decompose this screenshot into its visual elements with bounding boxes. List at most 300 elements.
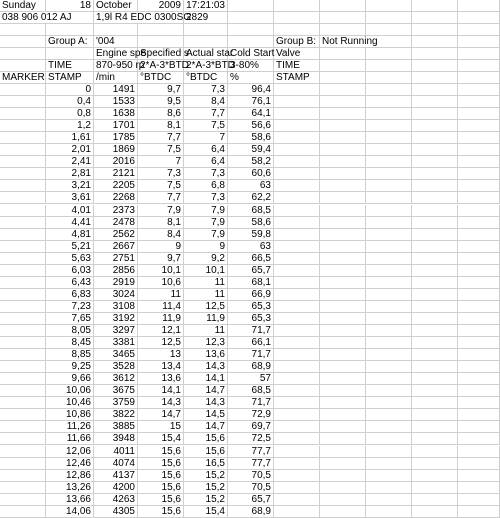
empty-cell[interactable] — [320, 482, 366, 494]
empty-cell[interactable] — [228, 12, 274, 24]
time-stamp-cell[interactable]: 13,66 — [46, 494, 94, 506]
cold-start-cell[interactable]: 71,7 — [228, 349, 274, 361]
empty-cell[interactable] — [412, 421, 458, 433]
empty-cell[interactable] — [458, 72, 500, 84]
empty-cell[interactable] — [274, 506, 320, 518]
cold-start-cell[interactable]: 59,8 — [228, 229, 274, 241]
time-stamp-cell[interactable]: 0 — [46, 84, 94, 96]
empty-cell[interactable] — [0, 24, 46, 36]
group-b-value[interactable]: Not Running — [322, 36, 378, 47]
time-stamp-cell[interactable]: 3,61 — [46, 192, 94, 204]
time-stamp-cell[interactable]: 9,66 — [46, 373, 94, 385]
cold-start-cell[interactable]: 58,6 — [228, 132, 274, 144]
empty-cell[interactable] — [458, 373, 500, 385]
specified-start-cell[interactable]: 9,7 — [138, 84, 184, 96]
empty-cell[interactable] — [366, 337, 412, 349]
specified-start-cell[interactable]: 8,6 — [138, 108, 184, 120]
cold-start-cell[interactable]: 60,6 — [228, 168, 274, 180]
empty-cell[interactable] — [320, 446, 366, 458]
engine-speed-cell[interactable]: 2121 — [94, 168, 138, 180]
marker-cell[interactable] — [0, 482, 46, 494]
empty-cell[interactable] — [366, 168, 412, 180]
engine-speed-cell[interactable]: 2667 — [94, 241, 138, 253]
empty-cell[interactable] — [458, 446, 500, 458]
marker-cell[interactable] — [0, 120, 46, 132]
specified-start-cell[interactable]: 15,6 — [138, 482, 184, 494]
cold-start-cell[interactable]: 57 — [228, 373, 274, 385]
specified-start-cell[interactable]: 15,6 — [138, 458, 184, 470]
empty-cell[interactable] — [366, 458, 412, 470]
empty-cell[interactable] — [320, 289, 366, 301]
marker-cell[interactable] — [0, 205, 46, 217]
empty-cell[interactable] — [458, 96, 500, 108]
empty-cell[interactable] — [274, 205, 320, 217]
engine-speed-cell[interactable]: 1785 — [94, 132, 138, 144]
empty-cell[interactable] — [320, 361, 366, 373]
empty-cell[interactable] — [412, 373, 458, 385]
engine-speed-cell[interactable]: 4137 — [94, 470, 138, 482]
specified-start-cell[interactable]: 9 — [138, 241, 184, 253]
cold-start-cell[interactable]: 76,1 — [228, 96, 274, 108]
engine-desc-cell[interactable]: 1,9l R4 EDC 0300SG — [96, 12, 192, 23]
actual-start-cell[interactable]: 9,2 — [184, 253, 228, 265]
actual-start-cell[interactable]: 15,2 — [184, 494, 228, 506]
empty-cell[interactable] — [320, 373, 366, 385]
time-stamp-cell[interactable]: 5,21 — [46, 241, 94, 253]
actual-start-cell[interactable]: 15,6 — [184, 446, 228, 458]
engine-speed-cell[interactable]: 2205 — [94, 180, 138, 192]
empty-cell[interactable] — [412, 144, 458, 156]
marker-cell[interactable] — [0, 325, 46, 337]
time-stamp-cell[interactable]: 10,06 — [46, 385, 94, 397]
marker-cell[interactable] — [0, 337, 46, 349]
empty-cell[interactable] — [274, 361, 320, 373]
day-cell[interactable]: Sunday — [0, 0, 46, 12]
empty-cell[interactable] — [274, 217, 320, 229]
empty-cell[interactable] — [320, 60, 366, 72]
empty-cell[interactable] — [184, 24, 228, 36]
empty-cell[interactable] — [228, 0, 274, 12]
cold-start-cell[interactable]: 58,2 — [228, 156, 274, 168]
empty-cell[interactable] — [412, 0, 458, 12]
empty-cell[interactable] — [366, 301, 412, 313]
empty-cell[interactable] — [138, 12, 184, 24]
month-cell[interactable]: October — [94, 0, 138, 12]
empty-cell[interactable] — [412, 265, 458, 277]
cold-start-cell[interactable]: 77,7 — [228, 458, 274, 470]
empty-cell[interactable] — [320, 192, 366, 204]
empty-cell[interactable] — [458, 241, 500, 253]
cold-start-cell[interactable]: 71,7 — [228, 397, 274, 409]
empty-cell[interactable] — [412, 84, 458, 96]
specified-start-cell[interactable]: 15,6 — [138, 506, 184, 518]
engine-speed-cell[interactable]: 3381 — [94, 337, 138, 349]
time-stamp-cell[interactable]: 10,86 — [46, 409, 94, 421]
specified-start-cell[interactable]: 14,7 — [138, 409, 184, 421]
empty-cell[interactable] — [46, 12, 94, 24]
empty-cell[interactable] — [412, 433, 458, 445]
empty-cell[interactable] — [320, 48, 366, 60]
empty-cell[interactable] — [412, 120, 458, 132]
marker-cell[interactable] — [0, 132, 46, 144]
engine-speed-cell[interactable]: 2016 — [94, 156, 138, 168]
group-b-stamp-label[interactable]: STAMP — [274, 72, 320, 84]
empty-cell[interactable] — [366, 446, 412, 458]
empty-cell[interactable] — [412, 409, 458, 421]
empty-cell[interactable] — [366, 229, 412, 241]
engine-speed-cell[interactable]: 3822 — [94, 409, 138, 421]
marker-cell[interactable] — [0, 156, 46, 168]
marker-cell[interactable] — [0, 313, 46, 325]
marker-cell[interactable] — [0, 265, 46, 277]
empty-cell[interactable] — [458, 482, 500, 494]
empty-cell[interactable] — [320, 217, 366, 229]
empty-cell[interactable] — [366, 506, 412, 518]
specified-unit[interactable]: °BTDC — [138, 72, 184, 84]
marker-cell[interactable] — [0, 433, 46, 445]
time-stamp-cell[interactable]: 7,23 — [46, 301, 94, 313]
part-number-cell[interactable]: 038 906 012 AJ — [2, 12, 72, 23]
engine-speed-cell[interactable]: 3192 — [94, 313, 138, 325]
specified-start-cell[interactable]: 7,9 — [138, 205, 184, 217]
actual-start-cell[interactable]: 12,3 — [184, 337, 228, 349]
cold-start-cell[interactable]: 77,7 — [228, 446, 274, 458]
empty-cell[interactable] — [458, 192, 500, 204]
empty-cell[interactable] — [458, 168, 500, 180]
empty-cell[interactable] — [274, 144, 320, 156]
actual-start-cell[interactable]: 7,9 — [184, 205, 228, 217]
empty-cell[interactable] — [412, 72, 458, 84]
cold-start-cell[interactable]: 70,5 — [228, 482, 274, 494]
specified-start-cell[interactable]: 12,5 — [138, 337, 184, 349]
engine-speed-cell[interactable]: 3612 — [94, 373, 138, 385]
empty-cell[interactable] — [458, 301, 500, 313]
time-stamp-cell[interactable]: 13,26 — [46, 482, 94, 494]
cold-start-cell[interactable]: 66,5 — [228, 253, 274, 265]
empty-cell[interactable] — [458, 180, 500, 192]
empty-cell[interactable] — [366, 12, 412, 24]
empty-cell[interactable] — [366, 144, 412, 156]
cold-start-cell[interactable]: 56,6 — [228, 120, 274, 132]
specified-start-cell[interactable]: 11 — [138, 289, 184, 301]
empty-cell[interactable] — [366, 470, 412, 482]
empty-cell[interactable] — [366, 253, 412, 265]
empty-cell[interactable] — [412, 168, 458, 180]
actual-start-cell[interactable]: 11 — [184, 289, 228, 301]
date-num-cell[interactable]: 18 — [46, 0, 94, 12]
empty-cell[interactable] — [458, 470, 500, 482]
empty-cell[interactable] — [458, 337, 500, 349]
empty-cell[interactable] — [320, 385, 366, 397]
empty-cell[interactable] — [0, 48, 46, 60]
empty-cell[interactable] — [274, 433, 320, 445]
actual-start-cell[interactable]: 14,3 — [184, 361, 228, 373]
engine-speed-cell[interactable]: 2478 — [94, 217, 138, 229]
specified-start-cell[interactable]: 7 — [138, 156, 184, 168]
specified-start-cell[interactable]: 10,1 — [138, 265, 184, 277]
empty-cell[interactable] — [412, 337, 458, 349]
actual-start-cell[interactable]: 7,7 — [184, 108, 228, 120]
empty-cell[interactable] — [274, 385, 320, 397]
specified-start-cell[interactable]: 15 — [138, 421, 184, 433]
time-stamp-cell[interactable]: 6,83 — [46, 289, 94, 301]
empty-cell[interactable] — [320, 458, 366, 470]
empty-cell[interactable] — [274, 241, 320, 253]
empty-cell[interactable] — [320, 72, 366, 84]
year-cell[interactable]: 2009 — [138, 0, 184, 12]
time-stamp-cell[interactable]: 2,41 — [46, 156, 94, 168]
empty-cell[interactable] — [412, 277, 458, 289]
empty-cell[interactable] — [366, 36, 412, 48]
cold-start-cell[interactable]: 96,4 — [228, 84, 274, 96]
empty-cell[interactable] — [458, 144, 500, 156]
empty-cell[interactable] — [412, 349, 458, 361]
empty-cell[interactable] — [274, 84, 320, 96]
empty-cell[interactable] — [46, 48, 94, 60]
marker-cell[interactable] — [0, 144, 46, 156]
empty-cell[interactable] — [320, 120, 366, 132]
empty-cell[interactable] — [274, 156, 320, 168]
engine-speed-cell[interactable]: 3759 — [94, 397, 138, 409]
empty-cell[interactable] — [412, 132, 458, 144]
empty-cell[interactable] — [320, 277, 366, 289]
empty-cell[interactable] — [274, 409, 320, 421]
time-stamp-cell[interactable]: 9,25 — [46, 361, 94, 373]
specified-start-cell[interactable]: 11,4 — [138, 301, 184, 313]
actual-start-cell[interactable]: 11 — [184, 325, 228, 337]
empty-cell[interactable] — [458, 0, 500, 12]
marker-cell[interactable] — [0, 289, 46, 301]
time-stamp-cell[interactable]: 8,85 — [46, 349, 94, 361]
time-stamp-cell[interactable]: 12,06 — [46, 446, 94, 458]
actual-start-cell[interactable]: 11,9 — [184, 313, 228, 325]
specified-start-header[interactable]: Specified s — [140, 48, 189, 59]
empty-cell[interactable] — [320, 24, 366, 36]
speed-spec[interactable]: 870-950 rp — [96, 60, 145, 71]
specified-start-cell[interactable]: 8,1 — [138, 217, 184, 229]
empty-cell[interactable] — [458, 385, 500, 397]
empty-cell[interactable] — [412, 313, 458, 325]
empty-cell[interactable] — [46, 24, 94, 36]
empty-cell[interactable] — [366, 0, 412, 12]
empty-cell[interactable] — [274, 229, 320, 241]
engine-speed-cell[interactable]: 3465 — [94, 349, 138, 361]
empty-cell[interactable] — [412, 36, 458, 48]
marker-cell[interactable] — [0, 421, 46, 433]
empty-cell[interactable] — [412, 506, 458, 518]
empty-cell[interactable] — [320, 349, 366, 361]
engine-speed-cell[interactable]: 4263 — [94, 494, 138, 506]
specified-start-cell[interactable]: 7,5 — [138, 144, 184, 156]
time-stamp-cell[interactable]: 1,2 — [46, 120, 94, 132]
empty-cell[interactable] — [458, 156, 500, 168]
engine-speed-cell[interactable]: 4074 — [94, 458, 138, 470]
empty-cell[interactable] — [320, 470, 366, 482]
marker-cell[interactable] — [0, 192, 46, 204]
engine-speed-cell[interactable]: 4200 — [94, 482, 138, 494]
specified-start-cell[interactable]: 13,6 — [138, 373, 184, 385]
engine-speed-cell[interactable]: 3948 — [94, 433, 138, 445]
actual-start-cell[interactable]: 15,6 — [184, 433, 228, 445]
empty-cell[interactable] — [320, 397, 366, 409]
actual-start-cell[interactable]: 7,3 — [184, 192, 228, 204]
empty-cell[interactable] — [320, 144, 366, 156]
specified-start-cell[interactable]: 7,7 — [138, 192, 184, 204]
empty-cell[interactable] — [320, 168, 366, 180]
actual-start-cell[interactable]: 12,5 — [184, 301, 228, 313]
time-stamp-cell[interactable]: 10,46 — [46, 397, 94, 409]
empty-cell[interactable] — [366, 361, 412, 373]
empty-cell[interactable] — [458, 253, 500, 265]
empty-cell[interactable] — [458, 289, 500, 301]
empty-cell[interactable] — [274, 337, 320, 349]
cold-start-cell[interactable]: 68,9 — [228, 361, 274, 373]
engine-speed-cell[interactable]: 3885 — [94, 421, 138, 433]
specified-start-cell[interactable]: 13 — [138, 349, 184, 361]
empty-cell[interactable] — [366, 24, 412, 36]
empty-cell[interactable] — [458, 48, 500, 60]
empty-cell[interactable] — [458, 494, 500, 506]
empty-cell[interactable] — [274, 277, 320, 289]
empty-cell[interactable] — [366, 108, 412, 120]
empty-cell[interactable] — [366, 48, 412, 60]
cold-start-cell[interactable]: 65,3 — [228, 313, 274, 325]
empty-cell[interactable] — [320, 84, 366, 96]
marker-cell[interactable] — [0, 277, 46, 289]
marker-cell[interactable] — [0, 397, 46, 409]
marker-cell[interactable] — [0, 373, 46, 385]
engine-speed-cell[interactable]: 3108 — [94, 301, 138, 313]
actual-start-cell[interactable]: 11 — [184, 277, 228, 289]
empty-cell[interactable] — [412, 289, 458, 301]
actual-start-cell[interactable]: 9 — [184, 241, 228, 253]
engine-speed-cell[interactable]: 2919 — [94, 277, 138, 289]
empty-cell[interactable] — [458, 108, 500, 120]
time-stamp-cell[interactable]: 4,01 — [46, 205, 94, 217]
time-label[interactable]: TIME — [46, 60, 94, 72]
empty-cell[interactable] — [412, 12, 458, 24]
empty-cell[interactable] — [412, 108, 458, 120]
empty-cell[interactable] — [274, 470, 320, 482]
empty-cell[interactable] — [412, 385, 458, 397]
empty-cell[interactable] — [274, 397, 320, 409]
engine-speed-cell[interactable]: 2373 — [94, 205, 138, 217]
specified-start-cell[interactable]: 10,6 — [138, 277, 184, 289]
actual-start-cell[interactable]: 7,9 — [184, 217, 228, 229]
empty-cell[interactable] — [412, 60, 458, 72]
time-stamp-cell[interactable]: 6,43 — [46, 277, 94, 289]
engine-speed-cell[interactable]: 1638 — [94, 108, 138, 120]
cold-start-cell[interactable]: 68,5 — [228, 205, 274, 217]
empty-cell[interactable] — [412, 325, 458, 337]
empty-cell[interactable] — [412, 192, 458, 204]
marker-cell[interactable] — [0, 84, 46, 96]
engine-speed-cell[interactable]: 3297 — [94, 325, 138, 337]
empty-cell[interactable] — [412, 446, 458, 458]
time-stamp-cell[interactable]: 0,4 — [46, 96, 94, 108]
empty-cell[interactable] — [366, 132, 412, 144]
empty-cell[interactable] — [138, 36, 184, 48]
empty-cell[interactable] — [274, 132, 320, 144]
cold-start-cell[interactable]: 70,5 — [228, 470, 274, 482]
marker-label[interactable]: MARKER — [2, 72, 45, 83]
cold-spec[interactable]: 3-80% — [228, 60, 274, 72]
empty-cell[interactable] — [320, 156, 366, 168]
cold-start-cell[interactable]: 66,9 — [228, 289, 274, 301]
empty-cell[interactable] — [320, 506, 366, 518]
engine-speed-cell[interactable]: 4011 — [94, 446, 138, 458]
group-a-code[interactable]: '004 — [94, 36, 138, 48]
time-stamp-cell[interactable]: 2,01 — [46, 144, 94, 156]
actual-start-cell[interactable]: 15,2 — [184, 470, 228, 482]
empty-cell[interactable] — [274, 289, 320, 301]
empty-cell[interactable] — [366, 433, 412, 445]
marker-cell[interactable] — [0, 458, 46, 470]
time-stamp-cell[interactable]: 14,06 — [46, 506, 94, 518]
empty-cell[interactable] — [320, 96, 366, 108]
empty-cell[interactable] — [412, 470, 458, 482]
marker-cell[interactable] — [0, 180, 46, 192]
group-a-label[interactable]: Group A: — [46, 36, 94, 48]
empty-cell[interactable] — [138, 24, 184, 36]
empty-cell[interactable] — [366, 494, 412, 506]
actual-start-cell[interactable]: 6,4 — [184, 144, 228, 156]
engine-speed-cell[interactable]: 2562 — [94, 229, 138, 241]
specified-start-cell[interactable]: 12,1 — [138, 325, 184, 337]
empty-cell[interactable] — [458, 24, 500, 36]
time-cell[interactable]: 17:21:03 — [184, 0, 228, 12]
cold-start-cell[interactable]: 62,2 — [228, 192, 274, 204]
actual-start-cell[interactable]: 15,4 — [184, 506, 228, 518]
actual-start-cell[interactable]: 6,8 — [184, 180, 228, 192]
time-stamp-cell[interactable]: 7,65 — [46, 313, 94, 325]
time-stamp-cell[interactable]: 0,8 — [46, 108, 94, 120]
actual-start-cell[interactable]: 14,5 — [184, 409, 228, 421]
empty-cell[interactable] — [412, 205, 458, 217]
empty-cell[interactable] — [458, 277, 500, 289]
stamp-label[interactable]: STAMP — [46, 72, 94, 84]
empty-cell[interactable] — [320, 241, 366, 253]
empty-cell[interactable] — [274, 494, 320, 506]
empty-cell[interactable] — [412, 180, 458, 192]
marker-cell[interactable] — [0, 253, 46, 265]
marker-cell[interactable] — [0, 470, 46, 482]
cold-start-cell[interactable]: 64,1 — [228, 108, 274, 120]
empty-cell[interactable] — [274, 349, 320, 361]
actual-start-cell[interactable]: 7,3 — [184, 84, 228, 96]
empty-cell[interactable] — [274, 120, 320, 132]
specified-start-cell[interactable]: 8,4 — [138, 229, 184, 241]
specified-start-cell[interactable]: 14,3 — [138, 397, 184, 409]
empty-cell[interactable] — [412, 458, 458, 470]
empty-cell[interactable] — [458, 397, 500, 409]
empty-cell[interactable] — [274, 421, 320, 433]
empty-cell[interactable] — [458, 12, 500, 24]
empty-cell[interactable] — [412, 96, 458, 108]
empty-cell[interactable] — [412, 397, 458, 409]
actual-start-cell[interactable]: 14,7 — [184, 385, 228, 397]
empty-cell[interactable] — [412, 253, 458, 265]
marker-cell[interactable] — [0, 108, 46, 120]
empty-cell[interactable] — [366, 421, 412, 433]
specified-start-cell[interactable]: 15,4 — [138, 433, 184, 445]
marker-cell[interactable] — [0, 349, 46, 361]
marker-cell[interactable] — [0, 446, 46, 458]
time-stamp-cell[interactable]: 5,63 — [46, 253, 94, 265]
cold-start-cell[interactable]: 68,5 — [228, 385, 274, 397]
empty-cell[interactable] — [320, 421, 366, 433]
empty-cell[interactable] — [274, 180, 320, 192]
